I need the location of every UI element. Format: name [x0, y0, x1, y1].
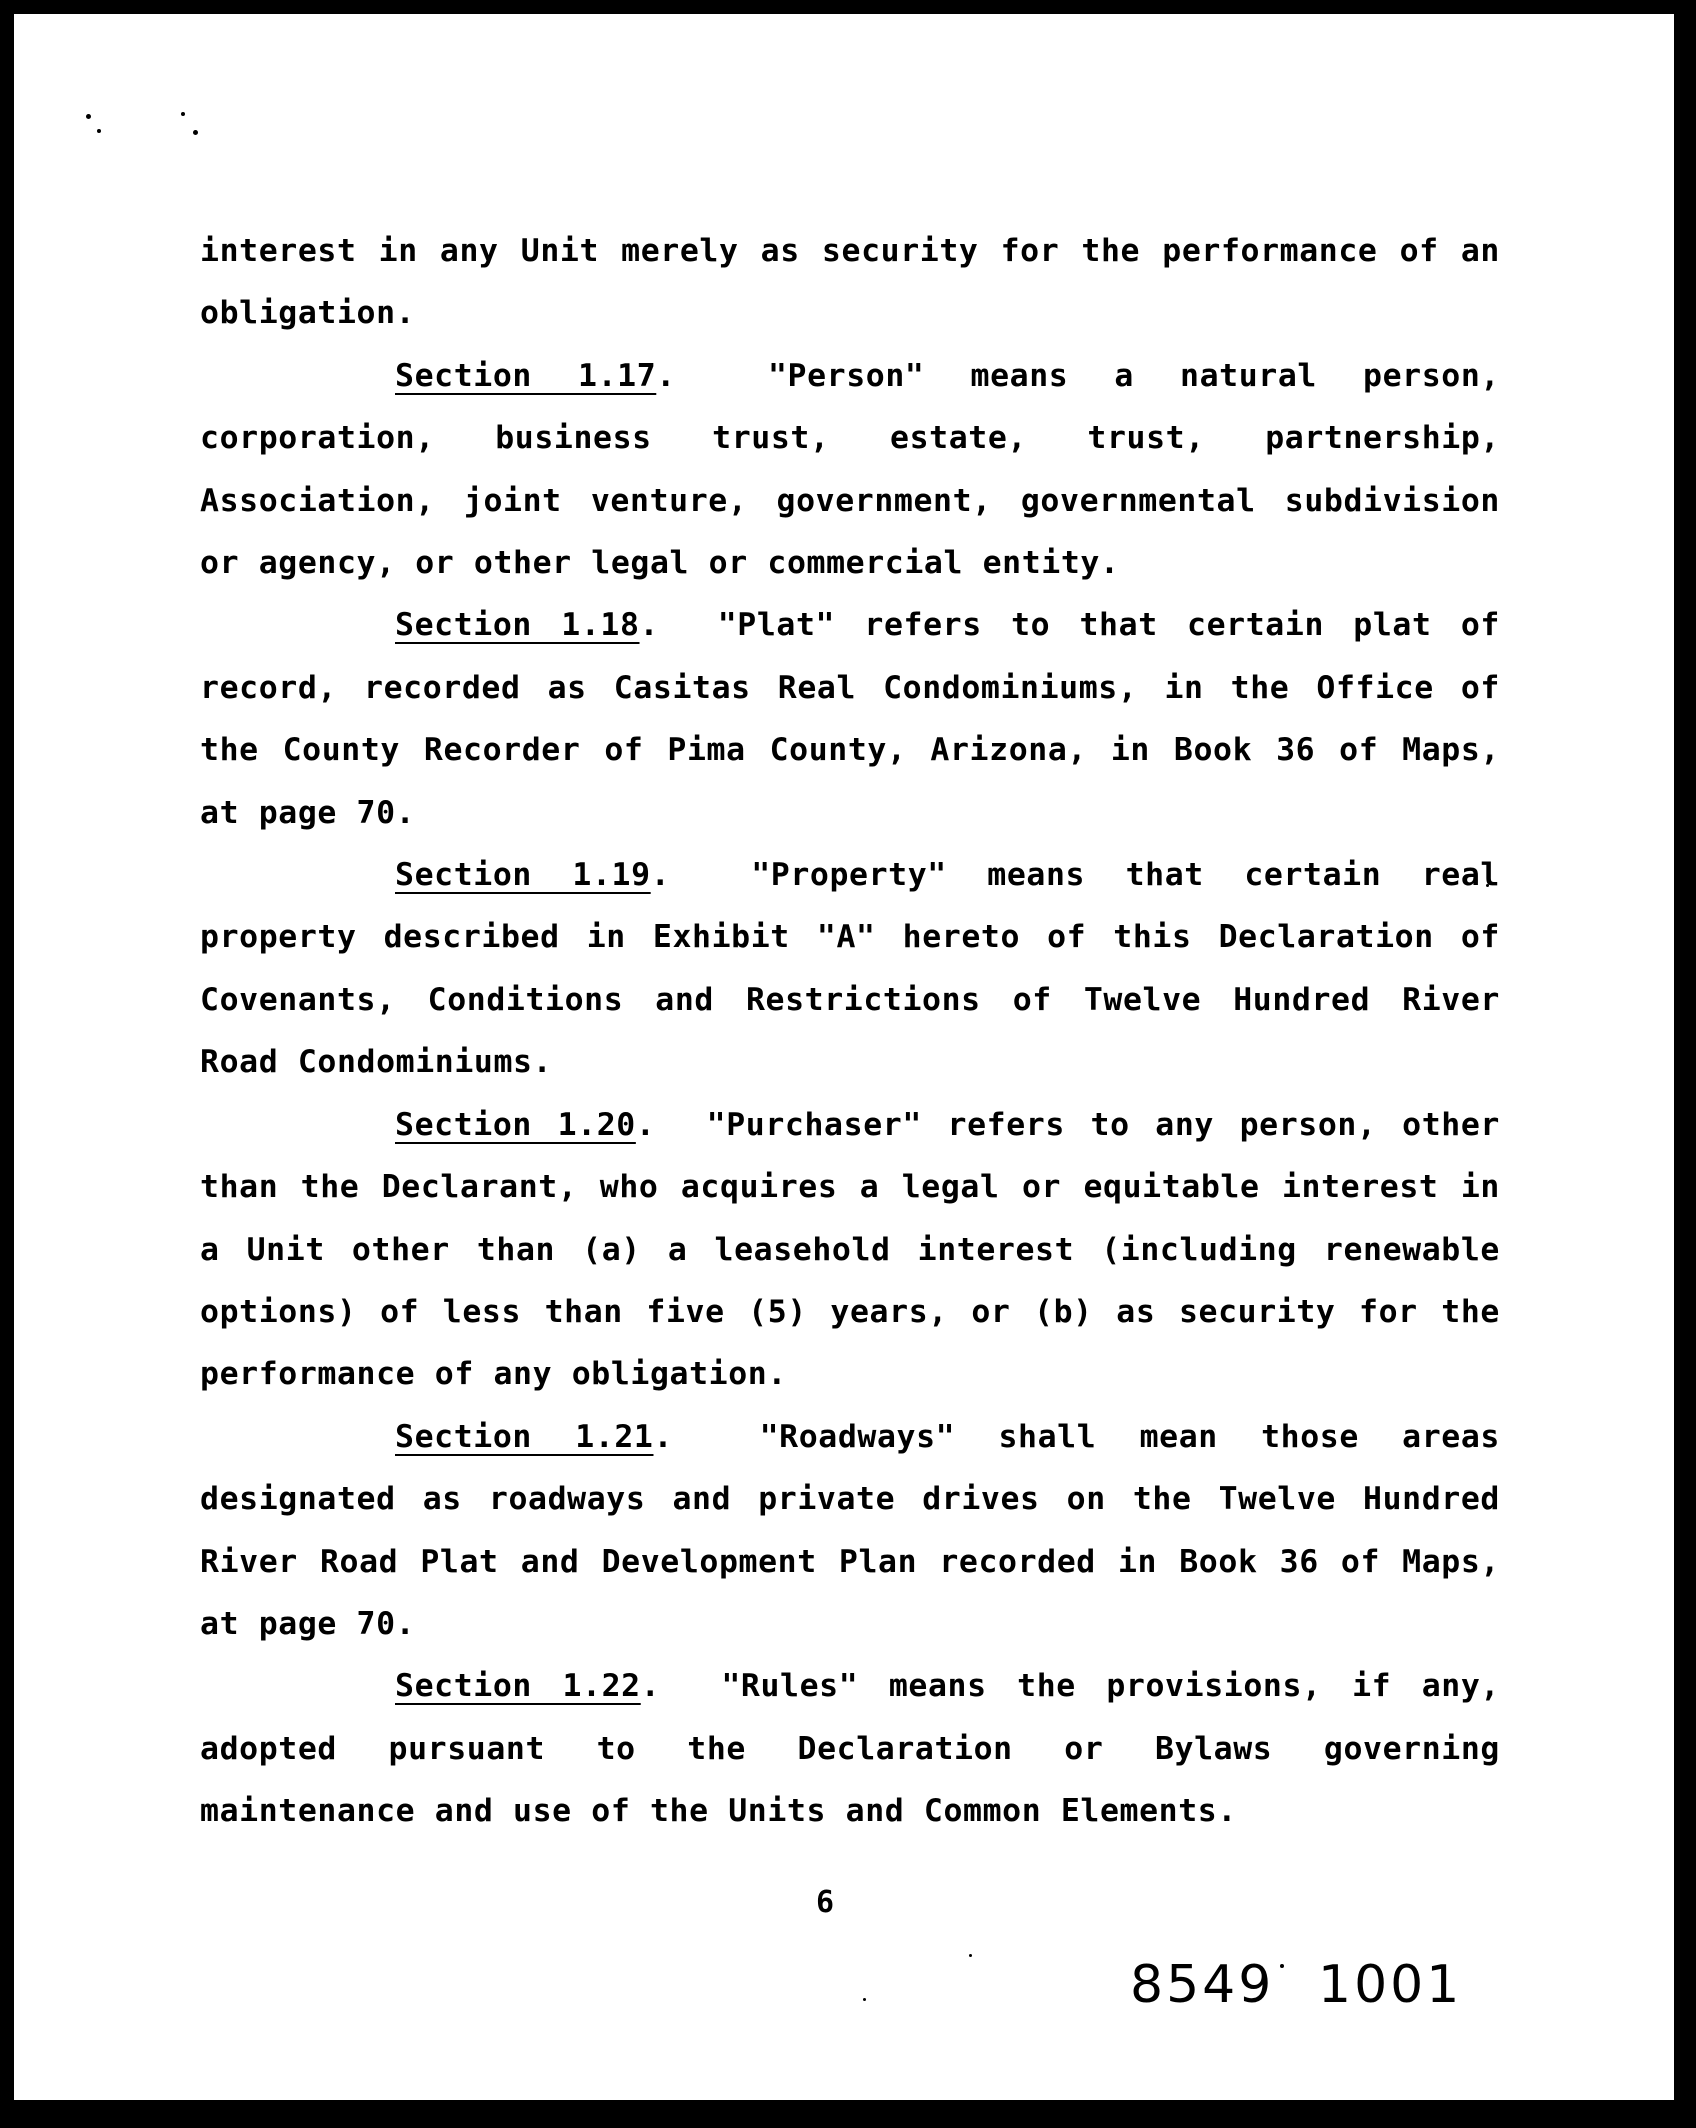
section-1-17: Section 1.17. "Person" means a natural person, corporation, business trust, estate, trust, partnership, Association, joint venture, government, governmental subdivision or agency, or other legal or commercial entity.: [200, 357, 1500, 582]
recording-book-number: 8549: [1130, 1955, 1275, 2015]
section-1-20: Section 1.20. "Purchaser" refers to any person, other than the Declarant, who acquires a legal or equitable interest in a Unit other than (a) a leasehold interest (including renewable options) of less than five (5) years, or (b) as security for the performance of any obligation.: [200, 1106, 1500, 1393]
recording-page-number: 1001: [1318, 1955, 1463, 2015]
scan-speck: [97, 129, 101, 133]
scan-speck: [86, 114, 91, 119]
section-text: "Purchaser" refers to any person, other than the Declarant, who acquires a legal or equitable interest in a Unit other than (a) a leasehold interest (including renewable options) of less than five (5) years, or (b) as security for the performance of any obligation.: [200, 1106, 1500, 1393]
section-text: "Property" means that certain real property described in Exhibit "A" hereto of this Declaration of Covenants, Conditions and Restrictions of Twelve Hundred River Road Condominiums.: [200, 857, 1500, 1081]
scan-speck: [193, 130, 198, 135]
section-label: Section 1.18: [395, 607, 640, 644]
section-text: "Rules" means the provisions, if any, adopted pursuant to the Declaration or Bylaws governing maintenance and use of the Units and Common Elements.: [200, 1668, 1500, 1830]
section-label: Section 1.17: [395, 357, 657, 394]
section-text: "Person" means a natural person, corporation, business trust, estate, trust, partnership, Association, joint venture, government, governmental subdivision or agency, or other legal or commercial entity.: [200, 357, 1500, 582]
scan-speck: [181, 112, 185, 116]
section-1-22: Section 1.22. "Rules" means the provisions, if any, adopted pursuant to the Declaration or Bylaws governing maintenance and use of the Units and Common Elements.: [200, 1668, 1500, 1830]
section-1-21: Section 1.21. "Roadways" shall mean those areas designated as roadways and private drives on the Twelve Hundred River Road Plat and Development Plan recorded in Book 36 of Maps, at page 70.: [200, 1418, 1500, 1642]
scan-speck: [1280, 1964, 1284, 1968]
section-label: Section 1.19: [395, 857, 651, 894]
section-label: Section 1.21: [395, 1418, 654, 1455]
scan-speck: [969, 1954, 972, 1957]
section-1-18: Section 1.18. "Plat" refers to that certain plat of record, recorded as Casitas Real Condominiums, in the Office of the County Recorder of Pima County, Arizona, in Book 36 of Maps, at page 70.: [200, 607, 1500, 831]
section-label: Section 1.22: [395, 1668, 641, 1705]
page-number: 6: [816, 1885, 835, 1920]
continuation-paragraph: interest in any Unit merely as security for the performance of an obligation.: [200, 233, 1500, 332]
section-label: Section 1.20: [395, 1106, 636, 1143]
section-1-19: Section 1.19. "Property" means that certain real property described in Exhibit "A" hereto of this Declaration of Covenants, Conditions and Restrictions of Twelve Hundred River Road Condominiums.: [200, 857, 1500, 1081]
document-body: [200, 220, 1500, 1843]
section-text: "Roadways" shall mean those areas designated as roadways and private drives on the Twelve Hundred River Road Plat and Development Plan recorded in Book 36 of Maps, at page 70.: [200, 1418, 1500, 1642]
scan-speck: [863, 1998, 866, 2001]
section-text: "Plat" refers to that certain plat of record, recorded as Casitas Real Condominiums, in the Office of the County Recorder of Pima County, Arizona, in Book 36 of Maps, at page 70.: [200, 607, 1500, 831]
